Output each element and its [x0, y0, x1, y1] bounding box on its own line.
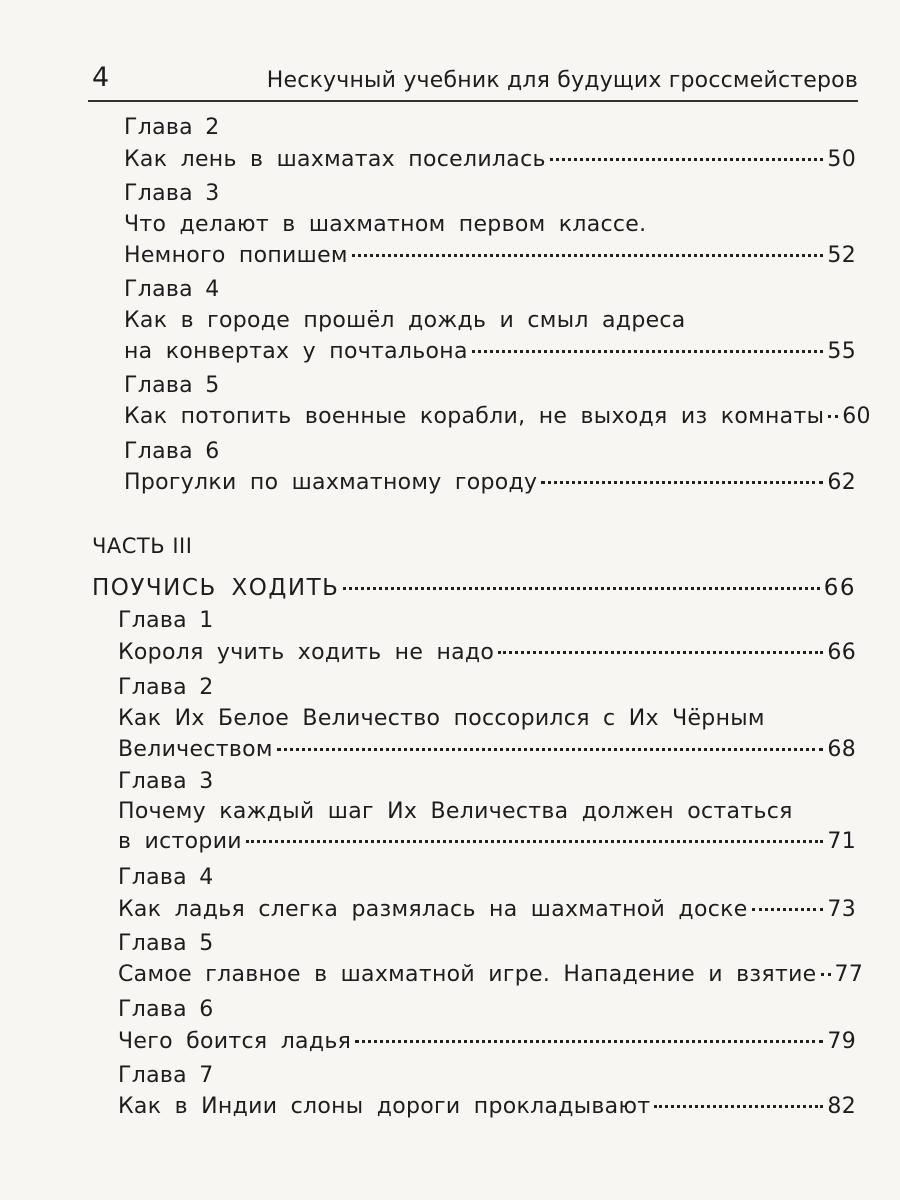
toc-page-number: 52	[827, 243, 856, 268]
running-header-title: Нескучный учебник для будущих гроссмейстеров	[266, 68, 858, 93]
toc-entry[interactable]	[124, 403, 871, 431]
leader-dots	[343, 587, 819, 590]
toc-entry-title: в истории	[118, 829, 242, 854]
leader-dots	[550, 158, 824, 161]
leader-dots	[752, 908, 824, 911]
toc-entry[interactable]	[124, 242, 856, 270]
toc-page-number: 68	[827, 737, 856, 762]
toc-page-number: 73	[827, 897, 856, 922]
toc-entry[interactable]	[118, 1093, 856, 1121]
leader-dots	[352, 254, 824, 257]
toc-chapter-label: Глава 6	[118, 997, 214, 1022]
toc-chapter-label: Глава 2	[118, 675, 214, 700]
toc-page-number: 66	[823, 575, 856, 601]
toc-entry[interactable]	[118, 639, 856, 667]
leader-dots	[472, 350, 824, 353]
toc-entry-title: на конвертах у почтальона	[124, 339, 468, 364]
toc-page-number: 62	[827, 470, 856, 495]
toc-page-number: 60	[842, 404, 871, 429]
toc-entry[interactable]	[118, 1028, 856, 1056]
toc-entry-title: Как в Индии слоны дороги прокладывают	[118, 1094, 651, 1119]
toc-page-number: 82	[827, 1094, 856, 1119]
toc-chapter-label: Глава 3	[118, 769, 214, 794]
toc-entry-title: Что делают в шахматном первом классе.	[124, 212, 647, 237]
part-title: ПОУЧИСЬ ХОДИТЬ	[92, 575, 340, 601]
toc-page-number: 79	[827, 1029, 856, 1054]
toc-entry-title: Немного попишем	[124, 243, 348, 268]
toc-entry-title: Почему каждый шаг Их Величества должен остаться	[118, 799, 793, 824]
toc-entry[interactable]	[118, 896, 856, 924]
toc-entry-title: Как потопить военные корабли, не выходя из комнаты	[124, 404, 825, 429]
toc-entry[interactable]	[124, 338, 856, 366]
toc-page-number: 66	[827, 640, 856, 665]
toc-entry-title: Величеством	[118, 737, 273, 762]
toc-chapter-label: Глава 7	[118, 1063, 214, 1088]
toc-entry-title: Как Их Белое Величество поссорился с Их Чёрным	[118, 706, 765, 731]
toc-chapter-label: Глава 6	[124, 439, 220, 464]
part-title-entry[interactable]	[92, 574, 856, 602]
toc-page-number: 55	[827, 339, 856, 364]
toc-entry[interactable]	[118, 736, 856, 764]
toc-chapter-label: Глава 2	[124, 115, 220, 140]
toc-chapter-label: Глава 4	[118, 865, 214, 890]
leader-dots	[246, 840, 824, 843]
toc-chapter-label: Глава 5	[124, 373, 220, 398]
part-label: ЧАСТЬ III	[92, 534, 193, 558]
header-rule	[88, 100, 858, 102]
toc-entry[interactable]	[118, 828, 856, 856]
toc-chapter-label: Глава 3	[124, 181, 220, 206]
toc-entry-title: Как ладья слегка размялась на шахматной доске	[118, 897, 748, 922]
toc-page-number: 50	[827, 147, 856, 172]
toc-entry-title: Прогулки по шахматному городу	[124, 470, 538, 495]
page-number: 4	[92, 62, 110, 93]
leader-dots	[277, 748, 824, 751]
toc-entry-title: Самое главное в шахматной игре. Нападение и взятие	[118, 962, 817, 987]
leader-dots	[355, 1040, 823, 1043]
leader-dots	[821, 973, 831, 976]
leader-dots	[498, 651, 823, 654]
leader-dots	[828, 415, 838, 418]
toc-chapter-label: Глава 1	[118, 608, 214, 633]
toc-chapter-label: Глава 5	[118, 931, 214, 956]
toc-entry-title: Чего боится ладья	[118, 1029, 352, 1054]
toc-chapter-label: Глава 4	[124, 277, 220, 302]
toc-entry-title: Как лень в шахматах поселилась	[124, 147, 546, 172]
toc-page-number: 71	[827, 829, 856, 854]
toc-entry-title: Короля учить ходить не надо	[118, 640, 495, 665]
leader-dots	[541, 481, 823, 484]
toc-entry[interactable]	[118, 961, 864, 989]
leader-dots	[654, 1105, 823, 1108]
toc-entry-title: Как в городе прошёл дождь и смыл адреса	[124, 308, 686, 333]
toc-entry[interactable]	[124, 146, 856, 174]
toc-page-number: 77	[834, 962, 864, 987]
toc-entry[interactable]	[124, 469, 856, 497]
